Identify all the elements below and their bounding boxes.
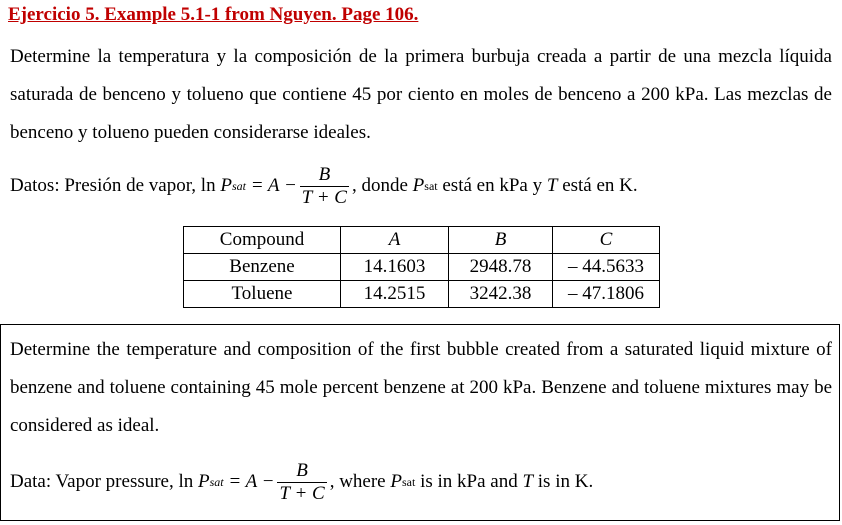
table-cell: 14.1603 [341,254,449,281]
formula-eq: = A − [250,175,297,196]
formula-ln-en: ln [178,471,194,492]
formula-ln: ln [200,175,216,196]
header-c: C [553,227,660,254]
exercise-title: Ejercicio 5. Example 5.1-1 from Nguyen. Page 106. [8,4,419,25]
formula-sat-en: sat [209,474,224,489]
table-cell: – 44.5633 [553,254,660,281]
english-psat-sat: sat [401,474,416,489]
spanish-problem-text: Determine la temperatura y la composición de la primera burbuja creada a partir de una mezcla líquida saturada de benceno y tolueno que contiene 45 por ciento en moles de benceno a 200 kPa. Las mezclas de benceno y tolueno pueden considerarse ideales. [10,46,832,143]
spanish-suffix-1: , donde [351,175,408,196]
formula-numerator: B [318,163,331,185]
formula-p-en: P [198,471,210,492]
english-psat-p: P [390,471,402,492]
spanish-suffix-2: está en kPa y [442,175,543,196]
formula-denominator: T + C [301,186,347,208]
header-a: A [341,227,449,254]
spanish-formula-line [10,160,638,212]
formula-numerator-en: B [296,459,308,481]
formula-p: P [220,175,232,196]
table-cell: – 47.1806 [553,281,660,308]
table-row [184,281,660,308]
english-suffix-2: is in kPa and [420,471,518,492]
english-formula-line [10,456,593,508]
english-suffix-1: , where [329,471,386,492]
english-suffix-3: is in K. [537,471,594,492]
spanish-psat-sat: sat [424,178,438,193]
formula-sat: sat [231,178,246,193]
table-cell: Benzene [184,254,341,281]
header-b: B [449,227,553,254]
english-problem-text: Determine the temperature and composition of the first bubble created from a saturated liquid mixture of benzene and toluene containing 45 mole percent benzene at 200 kPa. Benzene and toluene mixtures may be considered as ideal. [10,339,832,436]
table-row [184,254,660,281]
header-compound: Compound [184,227,341,254]
table-cell: Toluene [184,281,341,308]
english-data-prefix: Data: Vapor pressure, [10,471,174,492]
formula-denominator-en: T + C [279,482,325,504]
formula-fraction [300,164,349,209]
spanish-t-var: T [546,175,558,196]
spanish-data-prefix: Datos: Presión de vapor, [10,175,197,196]
formula-fraction-en [277,460,326,505]
table-cell: 3242.38 [449,281,553,308]
antoine-constants-table [183,226,660,308]
spanish-suffix-3: está en K. [562,175,638,196]
english-t-var: T [522,471,534,492]
spanish-psat-p: P [412,175,425,196]
formula-eq-en: = A − [228,471,275,492]
table-cell: 2948.78 [449,254,553,281]
table-header-row [184,227,660,254]
table-cell: 14.2515 [341,281,449,308]
